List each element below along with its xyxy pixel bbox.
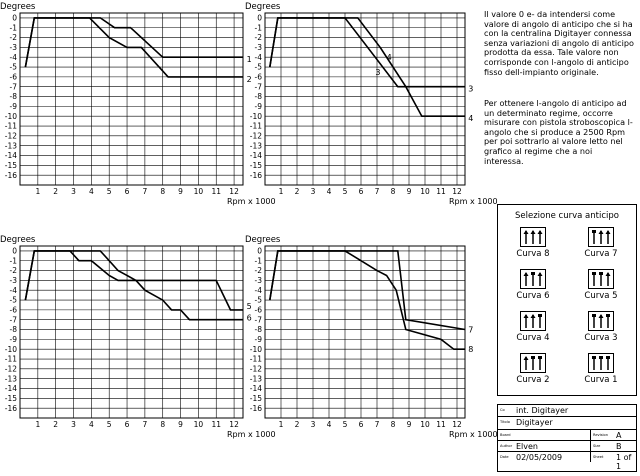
x-tick-label: 12 — [452, 420, 462, 429]
y-tick-label: -1 — [9, 23, 17, 33]
y-tick-label: -6 — [9, 72, 17, 82]
y-tick-label: -12 — [249, 364, 262, 374]
x-tick-label: 2 — [53, 420, 59, 429]
dip-switch-curve-5 — [576, 269, 626, 301]
y-tick-label: -1 — [9, 256, 17, 266]
dip-switch-icon — [520, 353, 546, 373]
revision-value: A — [616, 431, 622, 440]
y-tick-label: -7 — [254, 315, 262, 325]
x-axis-label: Rpm x 1000 — [449, 197, 498, 206]
x-tick-label: 10 — [193, 187, 204, 196]
dip-label: Curva 2 — [516, 375, 550, 385]
x-tick-label: 6 — [358, 420, 364, 429]
x-axis-label: Rpm x 1000 — [227, 197, 276, 206]
company-value: int. Digitayer — [516, 406, 569, 415]
note-paragraph-2: Per ottenere l-angolo di anticipo ad un determinato regime, occorre misurare con pistola stroboscopica l-angolo che si produce a 2500 Rpm per poi sottrarlo al valore letto nel grafico al regime che a noi interessa. — [484, 98, 633, 166]
y-tick-label: -14 — [249, 384, 262, 394]
y-tick-label: -13 — [249, 374, 262, 384]
x-tick-label: 3 — [310, 420, 316, 429]
dip-label: Curva 1 — [584, 375, 618, 385]
y-tick-label: -7 — [9, 315, 17, 325]
title-block-board — [498, 429, 636, 440]
y-axis-label: Degrees — [245, 235, 281, 245]
y-tick-label: -12 — [249, 131, 262, 141]
y-tick-label: -6 — [254, 72, 262, 82]
series-label-curve-6: 6 — [246, 313, 252, 323]
y-tick-label: -14 — [249, 151, 262, 161]
dip-switch-curve-3 — [576, 311, 626, 343]
series-label-curve-7: 7 — [468, 325, 474, 335]
divider — [590, 452, 591, 462]
annotation-label: 3 — [375, 67, 381, 77]
x-tick-label: 7 — [142, 420, 148, 429]
dip-label: Curva 3 — [584, 333, 618, 343]
dip-switch-curve-8 — [508, 227, 558, 259]
switch-down-marker — [606, 314, 610, 317]
x-tick-label: 4 — [326, 187, 332, 196]
y-tick-label: -7 — [9, 82, 17, 92]
y-tick-label: -6 — [254, 305, 262, 315]
x-tick-label: 9 — [406, 187, 412, 196]
size-value: B — [616, 442, 622, 451]
curve-selector-panel — [497, 204, 637, 396]
chart-curves-5-6 — [0, 235, 276, 439]
series-line-curve-3 — [270, 18, 465, 87]
y-tick-label: 0 — [12, 13, 17, 23]
field-label: Date — [500, 455, 509, 459]
x-tick-label: 5 — [106, 420, 112, 429]
plot-frame — [265, 246, 465, 418]
x-tick-label: 8 — [390, 420, 396, 429]
plot-frame — [20, 13, 243, 185]
field-label: Revision — [593, 433, 609, 437]
y-tick-label: -4 — [254, 285, 262, 295]
y-tick-label: -4 — [9, 52, 17, 62]
x-tick-label: 11 — [211, 420, 222, 429]
dip-switch-icon — [588, 269, 614, 289]
y-tick-label: -7 — [254, 82, 262, 92]
y-tick-label: -4 — [254, 52, 262, 62]
y-tick-label: -9 — [254, 334, 262, 344]
x-tick-label: 5 — [106, 187, 112, 196]
x-tick-label: 11 — [436, 187, 446, 196]
x-tick-label: 7 — [142, 187, 148, 196]
series-label-curve-1: 1 — [246, 55, 252, 65]
dip-switch-curve-7 — [576, 227, 626, 259]
title-value: Digitayer — [516, 418, 553, 427]
series-label-curve-2: 2 — [246, 74, 252, 84]
x-tick-label: 9 — [178, 420, 183, 429]
x-tick-label: 11 — [211, 187, 222, 196]
y-tick-label: -11 — [4, 121, 17, 131]
dip-switch-icon — [588, 227, 614, 247]
y-tick-label: -14 — [4, 384, 17, 394]
x-tick-label: 5 — [342, 187, 348, 196]
dip-label: Curva 5 — [584, 291, 618, 301]
y-tick-label: -2 — [254, 33, 262, 43]
y-tick-label: -10 — [249, 111, 262, 121]
y-axis-label: Degrees — [0, 2, 36, 12]
dip-switch-curve-1 — [576, 353, 626, 385]
x-tick-label: 4 — [326, 420, 332, 429]
y-tick-label: -15 — [249, 393, 262, 403]
y-tick-label: -16 — [4, 403, 17, 413]
divider — [590, 441, 591, 451]
y-tick-label: -1 — [254, 23, 262, 33]
x-tick-label: 3 — [310, 187, 316, 196]
x-tick-label: 1 — [278, 187, 284, 196]
x-tick-label: 11 — [436, 420, 446, 429]
y-axis-label: Degrees — [245, 2, 281, 12]
series-line-curve-1 — [25, 18, 243, 67]
y-tick-label: -16 — [249, 403, 262, 413]
y-tick-label: -9 — [9, 101, 17, 111]
chart-curves-3-4 — [245, 2, 498, 206]
x-tick-label: 12 — [229, 187, 239, 196]
y-tick-label: -15 — [4, 393, 17, 403]
field-label: Sheet — [593, 455, 604, 459]
dip-label: Curva 6 — [516, 291, 550, 301]
dip-switch-icon — [520, 227, 546, 247]
y-tick-label: -10 — [249, 344, 262, 354]
y-tick-label: -12 — [4, 364, 17, 374]
x-axis-label: Rpm x 1000 — [449, 430, 498, 439]
divider — [590, 430, 591, 440]
y-tick-label: -6 — [9, 305, 17, 315]
dip-switch-curve-4 — [508, 311, 558, 343]
x-tick-label: 4 — [88, 187, 94, 196]
series-label-curve-8: 8 — [468, 345, 474, 355]
title-block-date — [498, 451, 636, 471]
dip-label: Curva 8 — [516, 249, 550, 259]
field-label: Author — [500, 444, 513, 448]
y-axis-label: Degrees — [0, 235, 36, 245]
x-tick-label: 2 — [294, 187, 300, 196]
x-tick-label: 2 — [294, 420, 300, 429]
y-tick-label: -2 — [9, 266, 17, 276]
y-tick-label: -3 — [254, 43, 262, 52]
dip-label: Curva 7 — [584, 249, 618, 259]
dip-switch-icon — [588, 353, 614, 373]
title-block — [497, 404, 637, 472]
plot-frame — [20, 246, 243, 418]
annotation-label: 4 — [386, 53, 392, 63]
y-tick-label: -13 — [4, 374, 17, 384]
x-tick-label: 8 — [160, 420, 166, 429]
x-tick-label: 10 — [193, 420, 204, 429]
y-tick-label: -5 — [9, 62, 17, 72]
field-label: Titolo — [500, 420, 510, 424]
y-tick-label: -1 — [254, 256, 262, 266]
y-tick-label: -13 — [4, 141, 17, 151]
date-value: 02/05/2009 — [516, 453, 563, 462]
x-tick-label: 6 — [358, 187, 364, 196]
y-tick-label: 0 — [12, 246, 17, 256]
y-tick-label: -8 — [254, 325, 262, 335]
x-tick-label: 7 — [374, 187, 380, 196]
y-tick-label: -4 — [9, 285, 17, 295]
y-tick-label: 0 — [257, 246, 262, 256]
switch-down-marker — [592, 314, 596, 317]
x-tick-label: 6 — [124, 420, 130, 429]
chart-curves-1-2 — [0, 2, 276, 206]
y-tick-label: -5 — [9, 295, 17, 305]
x-axis-label: Rpm x 1000 — [227, 430, 276, 439]
switch-down-marker — [592, 356, 596, 359]
x-tick-label: 3 — [71, 187, 76, 196]
y-tick-label: -16 — [249, 170, 262, 180]
switch-down-marker — [599, 356, 603, 359]
dip-switch-curve-6 — [508, 269, 558, 301]
field-label: Size — [593, 444, 601, 448]
x-tick-label: 2 — [53, 187, 59, 196]
x-tick-label: 4 — [88, 420, 94, 429]
x-tick-label: 9 — [178, 187, 183, 196]
series-label-curve-4: 4 — [468, 114, 474, 124]
y-tick-label: 0 — [257, 13, 262, 23]
dip-label: Curva 4 — [516, 333, 550, 343]
y-tick-label: -11 — [249, 121, 262, 131]
field-label: Board — [500, 433, 511, 437]
switch-down-marker — [606, 356, 610, 359]
x-tick-label: 8 — [390, 187, 396, 196]
switch-down-marker — [599, 272, 603, 275]
series-line-curve-6 — [25, 251, 243, 320]
y-tick-label: -16 — [4, 170, 17, 180]
y-tick-label: -12 — [4, 131, 17, 141]
y-tick-label: -8 — [254, 92, 262, 102]
title-block-title — [498, 416, 636, 427]
x-tick-label: 9 — [406, 420, 412, 429]
x-tick-label: 6 — [124, 187, 130, 196]
y-tick-label: -10 — [4, 344, 17, 354]
series-label-curve-3: 3 — [468, 84, 474, 94]
x-tick-label: 5 — [342, 420, 348, 429]
x-tick-label: 1 — [35, 187, 41, 196]
y-tick-label: -9 — [9, 334, 17, 344]
dip-switch-icon — [588, 311, 614, 331]
title-block-author — [498, 440, 636, 451]
x-tick-label: 12 — [452, 187, 462, 196]
sheet-value: 1 of 1 — [616, 453, 632, 471]
y-tick-label: -2 — [254, 266, 262, 276]
y-tick-label: -14 — [4, 151, 17, 161]
x-tick-label: 7 — [374, 420, 380, 429]
x-tick-label: 10 — [420, 187, 430, 196]
plot-frame — [265, 13, 465, 185]
selector-title: Selezione curva anticipo — [515, 211, 619, 221]
note-paragraph-1: Il valore 0 e- da intendersi come valore di angolo di anticipo che si ha con la centralina Digitayer connessa senza variazioni di angolo di anticipo prodotta da essa. Tale valore non corrisponde con l-angolo di anticipo fisso dell-impianto originale. — [484, 9, 634, 77]
x-tick-label: 8 — [160, 187, 166, 196]
y-tick-label: -2 — [9, 33, 17, 43]
y-tick-label: -15 — [4, 160, 17, 170]
y-tick-label: -5 — [254, 62, 262, 72]
dip-switch-curve-2 — [508, 353, 558, 385]
y-tick-label: -11 — [4, 354, 17, 364]
y-tick-label: -13 — [249, 141, 262, 151]
y-tick-label: -3 — [9, 43, 17, 52]
y-tick-label: -11 — [249, 354, 262, 364]
y-tick-label: -15 — [249, 160, 262, 170]
author-value: Elven — [516, 442, 539, 451]
switch-down-marker — [592, 230, 596, 233]
x-tick-label: 12 — [229, 420, 239, 429]
switch-down-marker — [592, 272, 596, 275]
x-tick-label: 3 — [71, 420, 76, 429]
y-tick-label: -10 — [4, 111, 17, 121]
switch-down-marker — [531, 356, 535, 359]
y-tick-label: -5 — [254, 295, 262, 305]
x-tick-label: 10 — [420, 420, 430, 429]
field-label: Co — [500, 408, 505, 412]
switch-down-marker — [538, 314, 542, 317]
y-tick-label: -8 — [9, 92, 17, 102]
switch-down-marker — [538, 356, 542, 359]
x-tick-label: 1 — [35, 420, 41, 429]
switch-down-marker — [531, 272, 535, 275]
y-tick-label: -8 — [9, 325, 17, 335]
y-tick-label: -9 — [254, 101, 262, 111]
dip-switch-icon — [520, 311, 546, 331]
dip-switch-icon — [520, 269, 546, 289]
y-tick-label: -3 — [9, 276, 17, 285]
series-label-curve-5: 5 — [246, 301, 252, 311]
y-tick-label: -3 — [254, 276, 262, 285]
title-block-company — [498, 405, 636, 416]
chart-curves-7-8 — [245, 235, 498, 439]
x-tick-label: 1 — [278, 420, 284, 429]
